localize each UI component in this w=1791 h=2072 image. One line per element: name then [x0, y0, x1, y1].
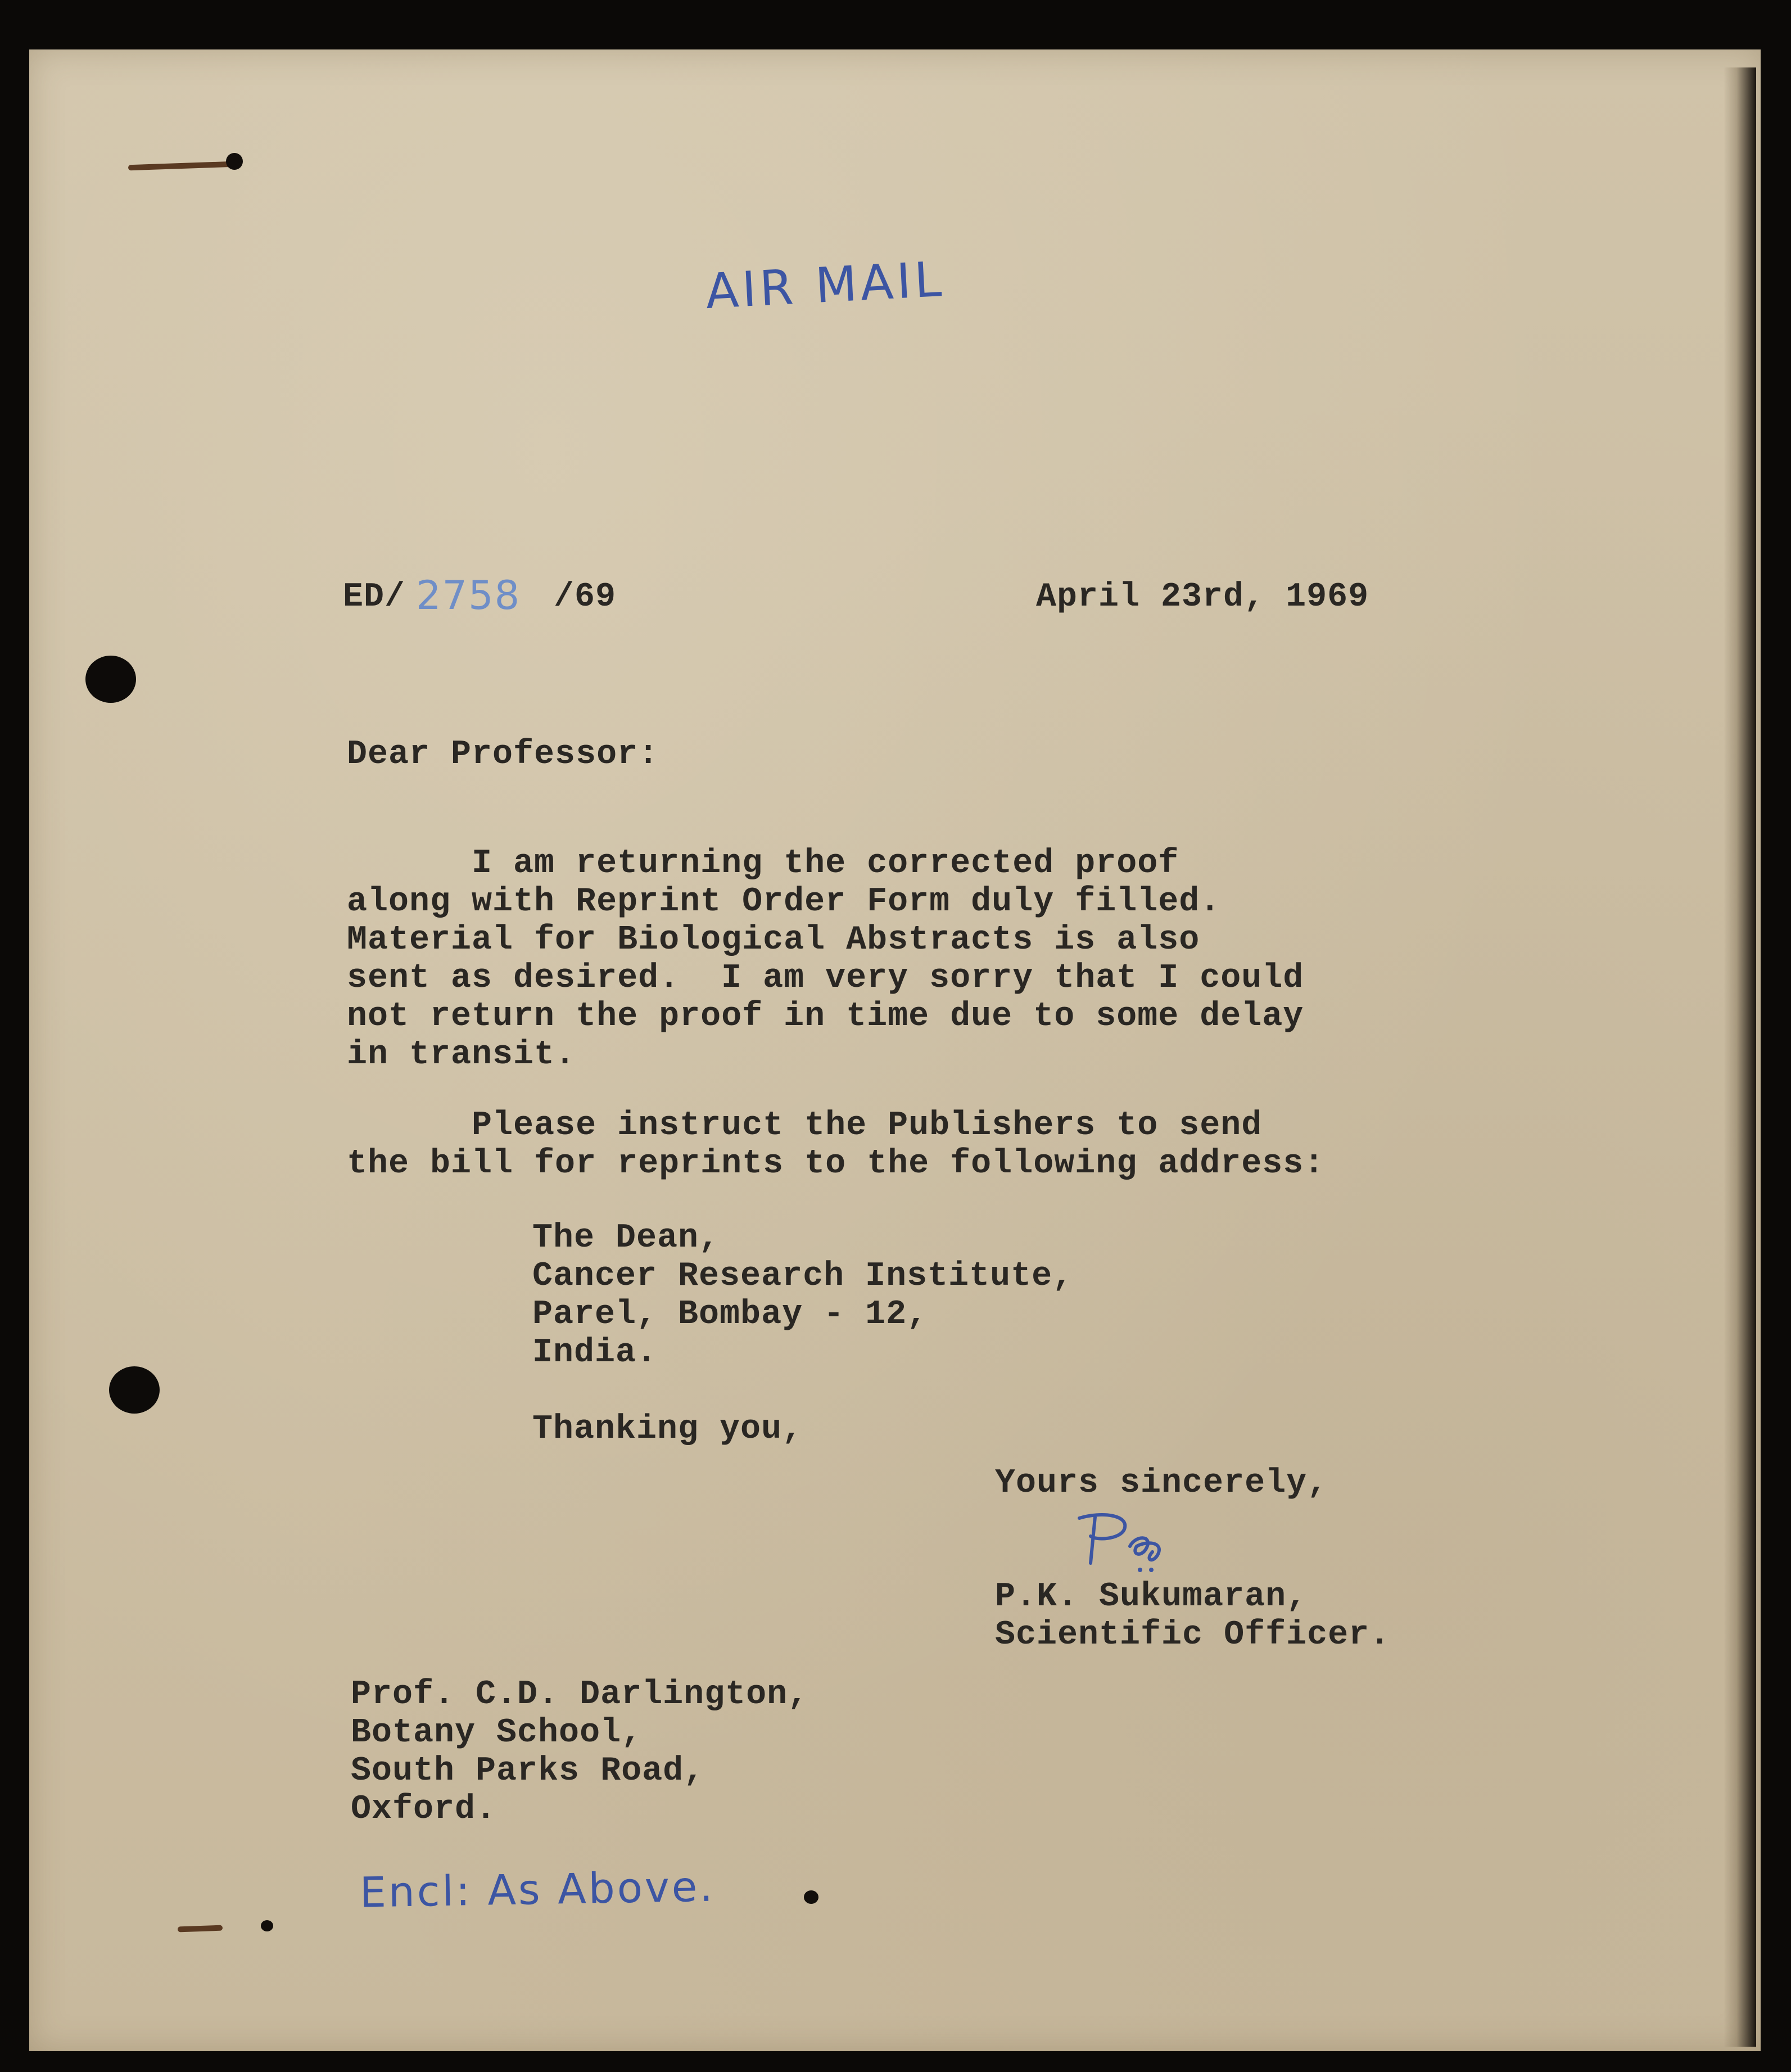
paragraph-line: I am returning the corrected proof: [347, 845, 1179, 883]
staple-hole-bottom-right: [804, 1890, 818, 1904]
sheet-right-edge: [1724, 67, 1756, 2047]
signer-name: P.K. Sukumaran,: [995, 1578, 1308, 1616]
paragraph-line: in transit.: [347, 1036, 576, 1074]
reference-prefix: ED/: [343, 578, 406, 616]
recipient-line: Botany School,: [351, 1714, 643, 1752]
closing-line: Yours sincerely,: [995, 1464, 1328, 1502]
address-line: Parel, Bombay - 12,: [532, 1295, 928, 1334]
enclosure-note: Encl: As Above.: [359, 1862, 716, 1917]
address-line: Cancer Research Institute,: [532, 1257, 1074, 1295]
paragraph-line: the bill for reprints to the following address:: [347, 1145, 1325, 1183]
punch-hole-upper: [85, 656, 136, 703]
recipient-line: Oxford.: [351, 1790, 497, 1829]
staple-hole-top: [226, 153, 243, 170]
staple-hole-bottom-left: [261, 1920, 273, 1931]
letter-sheet: [29, 49, 1761, 2051]
recipient-line: South Parks Road,: [351, 1752, 705, 1790]
thanks-line: Thanking you,: [532, 1410, 803, 1448]
paragraph-line: not return the proof in time due to some delay: [347, 997, 1304, 1036]
signature-initials: [1068, 1507, 1192, 1574]
punch-hole-lower: [109, 1366, 160, 1414]
reference-number-handwritten: 2758: [416, 572, 521, 619]
letter-date: April 23rd, 1969: [1036, 578, 1369, 616]
signer-title: Scientific Officer.: [995, 1616, 1391, 1654]
paragraph-line: along with Reprint Order Form duly filled.: [347, 883, 1221, 921]
paragraph-line: Please instruct the Publishers to send: [347, 1107, 1263, 1145]
address-line: India.: [532, 1334, 658, 1372]
air-mail-note: AIR MAIL: [704, 251, 946, 320]
recipient-line: Prof. C.D. Darlington,: [351, 1676, 809, 1714]
paragraph-line: sent as desired. I am very sorry that I could: [347, 959, 1304, 997]
paragraph-line: Material for Biological Abstracts is also: [347, 921, 1200, 959]
reference-suffix: /69: [554, 578, 617, 616]
salutation: Dear Professor:: [347, 735, 659, 774]
address-line: The Dean,: [532, 1219, 720, 1257]
